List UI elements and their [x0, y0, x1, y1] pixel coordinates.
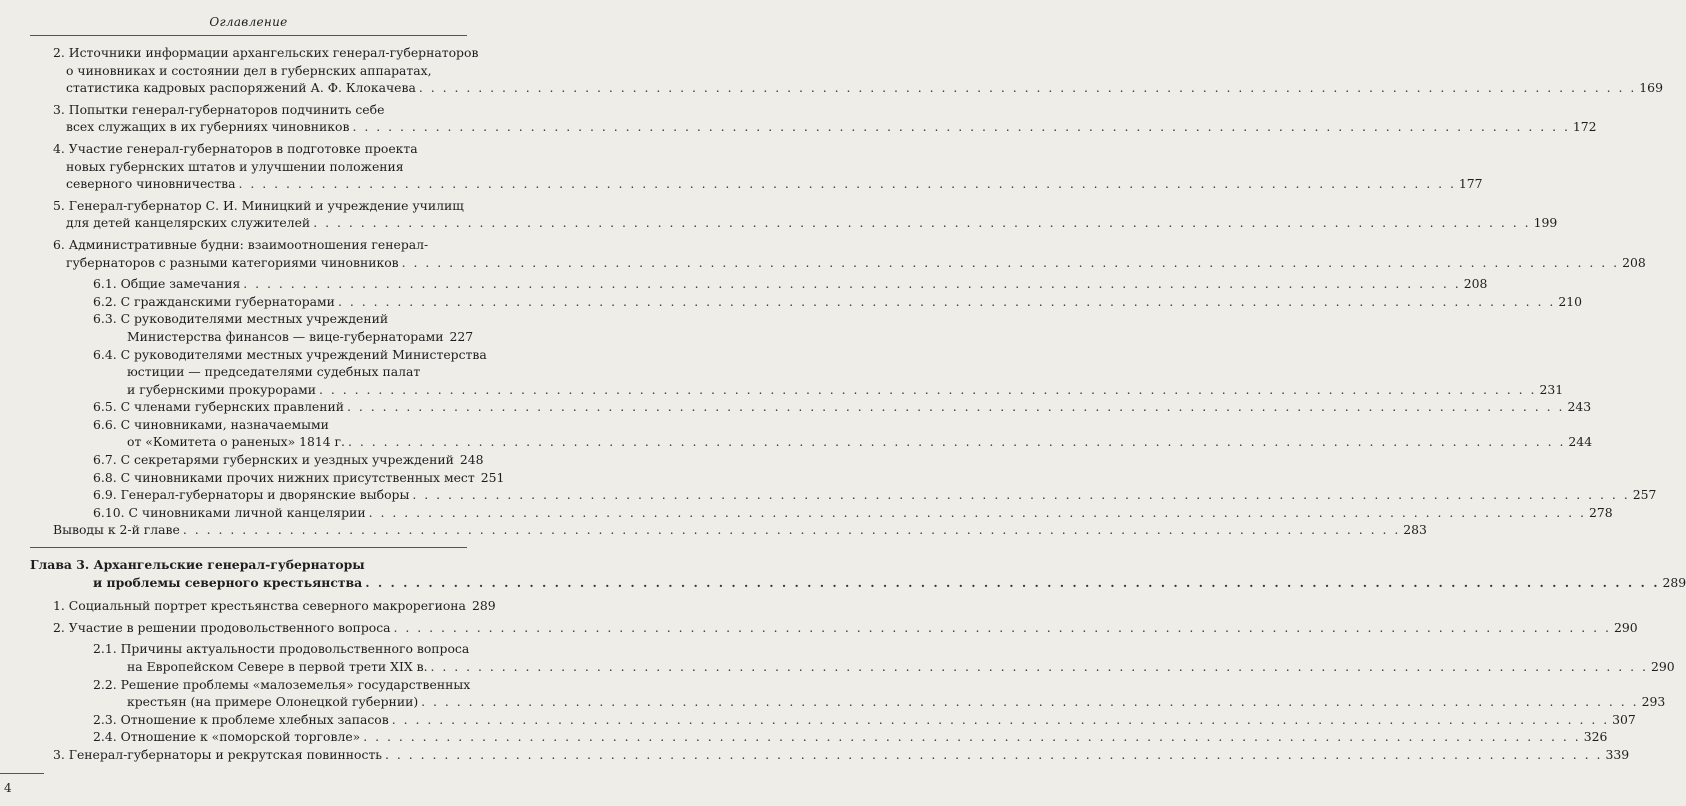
entry-text-line: 2. Участие в решении продовольственного вопроса — [53, 619, 391, 635]
entry-page-number: 227 — [449, 328, 474, 344]
entry-text-line: 3. Генерал-губернаторы и рекрутская повинность — [53, 746, 383, 762]
chapter-title-line-2: и проблемы северного крестьянства — [93, 574, 363, 590]
entry-text-line: статистика кадровых распоряжений А. Ф. Клокачева — [66, 80, 416, 96]
toc-entry[interactable] — [30, 619, 1638, 637]
toc-entry[interactable] — [30, 197, 1558, 232]
entry-page-number: 231 — [1539, 381, 1564, 397]
entry-text-line: 2.2. Решение проблемы «малоземелья» государственных — [93, 676, 471, 692]
chapter-title-line-1: Глава 3. Архангельские генерал-губернаторы — [30, 557, 365, 573]
entry-text-line: о чиновниках и состоянии дел в губернских аппаратах, — [66, 62, 432, 78]
entry-page-number: 290 — [1650, 659, 1675, 674]
leader-dots — [412, 486, 1629, 504]
leader-dots — [385, 746, 1602, 764]
toc-entry[interactable] — [30, 469, 505, 487]
toc-entry[interactable] — [30, 711, 1636, 729]
entry-text-line: 6. Административные будни: взаимоотношения генерал- — [53, 236, 429, 252]
page-number: 4 — [4, 781, 12, 795]
toc-chapter-heading[interactable] — [30, 547, 1686, 591]
leader-dots — [394, 619, 1611, 637]
entry-text-line: 6.7. С секретарями губернских и уездных учреждений — [93, 452, 454, 468]
entry-text-line: 6.6. С чиновниками, назначаемыми — [93, 416, 329, 432]
leader-dots — [338, 293, 1555, 311]
entry-text-line: губернаторов с разными категориями чиновников — [66, 254, 399, 270]
toc-group-chapter-2 — [30, 44, 1663, 539]
toc-entry[interactable] — [30, 676, 1666, 711]
entry-text-line: северного чиновничества — [66, 176, 236, 192]
toc-entry[interactable] — [30, 640, 1675, 675]
leader-dots — [243, 275, 1460, 293]
entry-text-line: 2. Источники информации архангельских генерал-губернаторов — [53, 45, 479, 60]
entry-page-number: 257 — [1632, 487, 1657, 503]
toc-entry[interactable] — [30, 597, 496, 615]
leader-dots — [183, 521, 1400, 539]
entry-text-line: 6.10. С чиновниками личной канцелярии — [93, 504, 366, 520]
leader-dots — [347, 398, 1564, 416]
footer-rule — [0, 773, 44, 774]
entry-page-number: 251 — [480, 469, 505, 485]
entry-text-line: всех служащих в их губерниях чиновников — [66, 119, 350, 135]
entry-page-number: 208 — [1622, 254, 1646, 270]
entry-page-number: 326 — [1583, 729, 1608, 745]
entry-page-number: 248 — [459, 452, 484, 468]
entry-text-line: от «Комитета о раненых» 1814 г. — [127, 434, 345, 450]
entry-page-number: 293 — [1641, 694, 1666, 710]
entry-text-line: 2.3. Отношение к проблеме хлебных запасов — [93, 711, 389, 727]
leader-dots — [402, 254, 1619, 272]
entry-page-number: 199 — [1533, 215, 1558, 231]
entry-page-number: 169 — [1639, 80, 1663, 96]
leader-dots — [369, 504, 1586, 522]
entry-page-number: 243 — [1567, 399, 1592, 415]
leader-dots — [421, 693, 1638, 711]
entry-text-line: юстиции — председателями судебных палат — [127, 364, 421, 380]
entry-page-number: 283 — [1403, 522, 1427, 538]
entry-page-number: 307 — [1612, 711, 1636, 727]
toc-entry[interactable] — [30, 504, 1613, 522]
toc-entry[interactable] — [30, 275, 1488, 293]
entry-page-number: 172 — [1572, 119, 1597, 135]
entry-text-line: 1. Социальный портрет крестьянства северного макрорегиона — [53, 598, 466, 614]
entry-text-line: Выводы к 2-й главе — [53, 522, 180, 538]
entry-text-line: 6.8. С чиновниками прочих нижних присутственных мест — [93, 469, 475, 485]
entry-text-line: 6.9. Генерал-губернаторы и дворянские выборы — [93, 487, 410, 503]
entry-page-number: 278 — [1589, 504, 1613, 520]
entry-text-line: и губернскими прокурорами — [127, 381, 317, 397]
toc-group-chapter-3 — [30, 597, 1675, 763]
entry-text-line: 6.2. С гражданскими губернаторами — [93, 293, 335, 309]
header-title: Оглавление — [209, 15, 288, 29]
leader-dots — [431, 658, 1648, 676]
toc-entry[interactable] — [30, 140, 1483, 193]
leader-dots — [352, 118, 1569, 136]
leader-dots — [319, 381, 1536, 399]
toc-entry[interactable] — [30, 101, 1597, 136]
entry-text-line: новых губернских штатов и улучшении положения — [66, 158, 404, 174]
entry-page-number: 244 — [1568, 434, 1593, 450]
entry-text-line: 6.5. С членами губернских правлений — [93, 399, 345, 415]
toc-entry[interactable] — [30, 486, 1657, 504]
entry-page-number: 210 — [1558, 293, 1583, 309]
entry-page-number: 339 — [1605, 746, 1630, 762]
entry-text-line: для детей канцелярских служителей — [66, 215, 311, 231]
leader-dots — [238, 175, 1455, 193]
entry-text-line: крестьян (на примере Олонецкой губернии) — [127, 694, 419, 710]
entry-page-number: 177 — [1458, 176, 1483, 192]
toc-entry[interactable] — [30, 310, 474, 345]
toc-entry[interactable] — [30, 521, 1427, 539]
toc-entry[interactable] — [30, 746, 1630, 764]
entry-text-line: Министерства финансов — вице-губернаторами — [127, 328, 444, 344]
leader-dots — [348, 433, 1565, 451]
toc-entry[interactable] — [30, 293, 1583, 311]
toc-entry[interactable] — [30, 236, 1646, 271]
toc-entry[interactable] — [30, 416, 1593, 451]
entry-text-line: 4. Участие генерал-губернаторов в подготовке проекта — [53, 140, 418, 156]
entry-text-line: 2.4. Отношение к «поморской торговле» — [93, 729, 361, 745]
entry-text-line: на Европейском Севере в первой трети XIX в. — [127, 659, 428, 674]
toc-entry[interactable] — [30, 728, 1608, 746]
entry-text-line: 5. Генерал-губернатор С. И. Миницкий и учреждение училищ — [53, 197, 464, 213]
toc-entry[interactable] — [30, 346, 1564, 399]
leader-dots — [363, 728, 1580, 746]
entry-text-line: 6.1. Общие замечания — [93, 276, 241, 292]
entry-text-line: 6.3. С руководителями местных учреждений — [93, 311, 389, 327]
entry-text-line: 3. Попытки генерал-губернаторов подчинить себе — [53, 101, 385, 117]
leader-dots — [365, 574, 1659, 592]
running-header — [30, 8, 467, 36]
toc-entry[interactable] — [30, 451, 484, 469]
entry-page-number: 290 — [1613, 619, 1638, 635]
chapter-page-number: 289 — [1662, 574, 1686, 590]
table-of-contents — [30, 44, 1686, 768]
leader-dots — [419, 79, 1636, 97]
toc-entry[interactable] — [30, 398, 1592, 416]
toc-entry[interactable] — [30, 44, 1663, 97]
leader-dots — [313, 214, 1530, 232]
entry-page-number: 289 — [471, 598, 496, 614]
entry-text-line: 6.4. С руководителями местных учреждений Министерства — [93, 346, 487, 362]
leader-dots — [392, 711, 1609, 729]
entry-text-line: 2.1. Причины актуальности продовольственного вопроса — [93, 641, 470, 657]
entry-page-number: 208 — [1463, 276, 1488, 292]
